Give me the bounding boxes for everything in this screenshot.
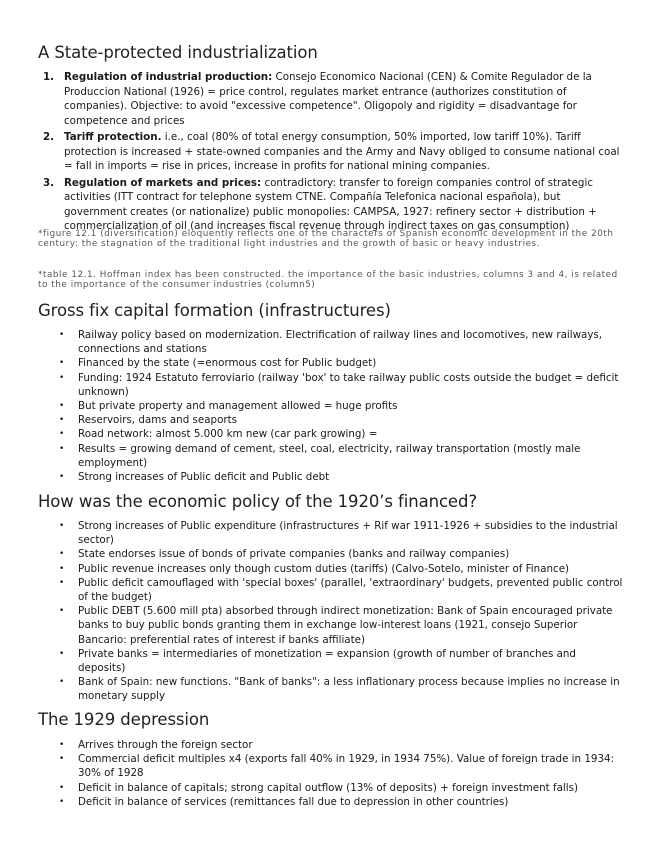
section-heading-economic-policy-financing: How was the economic policy of the 1920’s financed? <box>38 492 477 511</box>
bullet-icon: • <box>59 648 65 659</box>
item-text: Consejo Economico Nacional (CEN) & Comite Regulador de la Produccion National (1926) = price control, regulates market entrance (authorizes constitution of companies). Objective: to avoid "excessive competence". Oligopoly and rigidity = disadvantage for competence and prices <box>64 71 592 127</box>
list-item <box>58 371 623 399</box>
bullet-icon: • <box>59 330 65 340</box>
list-item <box>58 470 623 484</box>
item-text: Reservoirs, dams and seaports <box>78 414 237 427</box>
list-item <box>58 576 623 604</box>
table-note: *table 12.1. Hoffman index has been constructed. the importance of the basic industries, columns 3 and 4, is related to the importance of the consumer industries (column5) <box>38 270 618 291</box>
list-item <box>58 781 623 795</box>
bullet-icon: • <box>59 401 65 412</box>
list-item <box>58 413 623 427</box>
item-text: Deficit in balance of services (remittances fall due to depression in other countries) <box>78 795 509 808</box>
list-number: 3. <box>43 176 55 189</box>
item-text: Funding: 1924 Estatuto ferroviario (railway 'box' to take railway public costs outside the budget = deficit unknown) <box>78 371 619 398</box>
item-text: Public deficit camouflaged with 'special boxes' (parallel, 'extraordinary' budgets, prevented public control of the budget) <box>78 576 623 604</box>
item-text: Financed by the state (=enormous cost for Public budget) <box>78 357 377 370</box>
bullet-icon: • <box>59 577 65 588</box>
bullet-icon: • <box>59 415 65 426</box>
capital-formation-bullet-list <box>58 328 623 484</box>
item-text: Railway policy based on modernization. Electrification of railway lines and locomotives, new railways, connections and stations <box>78 329 603 356</box>
list-item <box>58 356 623 370</box>
list-item <box>40 70 620 128</box>
item-text: Arrives through the foreign sector <box>78 739 253 751</box>
item-text: Results = growing demand of cement, steel, coal, electricity, railway transportation (mostly male employment) <box>78 442 581 469</box>
item-text: But private property and management allowed = huge profits <box>78 400 398 413</box>
item-lead: Tariff protection. <box>64 131 162 143</box>
bullet-icon: • <box>59 443 65 454</box>
list-number: 1. <box>43 71 55 83</box>
bullet-icon: • <box>59 549 65 560</box>
bullet-icon: • <box>59 606 65 617</box>
item-text: Public revenue increases only though custom duties (tariffs) (Calvo-Sotelo, minister of Finance) <box>78 562 570 575</box>
section-heading-1929-depression: The 1929 depression <box>38 710 210 729</box>
section-heading-gross-fix-capital-formation: Gross fix capital formation (infrastructures) <box>38 301 391 320</box>
list-item <box>58 427 623 441</box>
list-item <box>58 519 623 547</box>
bullet-icon: • <box>59 782 65 793</box>
list-item <box>58 738 623 752</box>
item-lead: Regulation of industrial production: <box>64 71 273 83</box>
bullet-icon: • <box>59 563 65 574</box>
item-text: Public DEBT (5.600 mill pta) absorbed through indirect monetization: Bank of Spain encouraged private banks to buy public bonds granting them in exchange low-interest loans (1921, consejo Superior Bancario: preferential rates of interest if banks affiliate) <box>78 605 613 646</box>
bullet-icon: • <box>59 372 65 383</box>
bullet-icon: • <box>59 429 65 440</box>
list-item <box>40 130 620 174</box>
bullet-icon: • <box>59 796 65 807</box>
depression-bullet-list <box>58 738 623 809</box>
item-lead: Regulation of markets and prices: <box>64 176 262 189</box>
list-item <box>58 795 623 809</box>
list-item <box>58 547 623 561</box>
item-text: contradictory: transfer to foreign companies control of strategic activities (ITT contract for telephone system CTNE. Compañía Telefonica nacional española), but government creates (or nationalize) public monopolies: CAMPSA, 1927: refinery sector + distribution + commercialization of oil (and increases fiscal revenue through indirect taxes on gas consumption) <box>64 176 597 232</box>
list-item <box>58 442 623 470</box>
bullet-icon: • <box>59 740 65 750</box>
item-text: Private banks = intermediaries of monetization = expansion (growth of number of branches and deposits) <box>78 647 576 675</box>
section-heading-state-protected-industrialization: A State-protected industrialization <box>38 43 318 62</box>
bullet-icon: • <box>59 472 65 483</box>
bullet-icon: • <box>59 677 65 688</box>
list-item <box>58 752 623 780</box>
item-text: State endorses issue of bonds of private companies (banks and railway companies) <box>78 548 510 561</box>
item-text: Deficit in balance of capitals; strong capital outflow (13% of deposits) + foreign investment falls) <box>78 781 578 794</box>
item-text: Strong increases of Public deficit and Public debt <box>78 471 330 484</box>
list-item <box>40 176 620 234</box>
list-item <box>58 604 623 647</box>
item-text: Commercial deficit multiples x4 (exports fall 40% in 1929, in 1934 75%). Value of foreign trade in 1934: 30% of 1928 <box>78 753 615 780</box>
item-text: Bank of Spain: new functions. "Bank of banks": a less inflationary process because implies no increase in monetary supply <box>78 676 620 703</box>
industrialization-numbered-list <box>40 70 620 234</box>
item-text: Road network: almost 5.000 km new (car park growing) = <box>78 428 378 441</box>
list-item <box>58 562 623 576</box>
item-text: Strong increases of Public expenditure (infrastructures + Rif war 1911-1926 + subsidies to the industrial sector) <box>78 520 618 547</box>
figure-note: *figure 12.1 (diversification) eloquently reflects one of the characters of Spanish economic development in the 20th century: the stagnation of the traditional light industries and the growth of basic or heavy industries. <box>38 229 614 250</box>
bullet-icon: • <box>59 754 65 765</box>
list-item <box>58 675 623 703</box>
list-item <box>58 328 623 356</box>
bullet-icon: • <box>59 521 65 531</box>
list-item <box>58 647 623 675</box>
bullet-icon: • <box>59 358 65 369</box>
list-item <box>58 399 623 413</box>
item-text: i.e., coal (80% of total energy consumption, 50% imported, low tariff 10%). Tariff protection is increased + state-owned companies and the Army and Navy obliged to consume national coal = fall in imports = rise in prices, increase in profits for national mining companies. <box>64 131 620 172</box>
list-number: 2. <box>43 131 55 143</box>
financing-bullet-list <box>58 519 623 704</box>
